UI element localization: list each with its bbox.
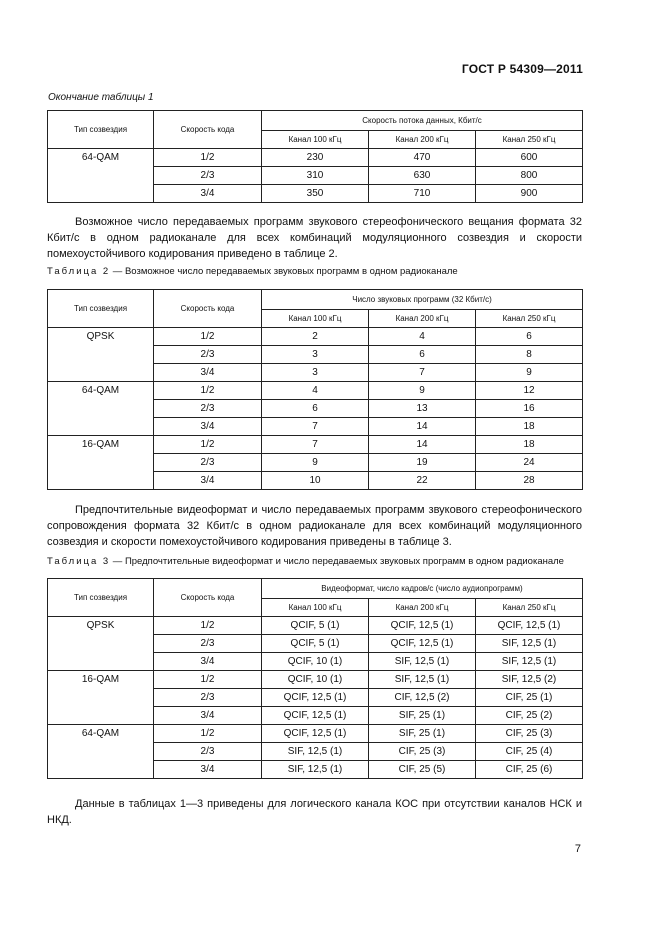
- paragraph-3: [47, 796, 582, 828]
- value-cell: 6: [476, 328, 583, 346]
- value-cell: 9: [476, 364, 583, 382]
- value-cell: 18: [476, 418, 583, 436]
- value-cell: 19: [369, 454, 476, 472]
- value-cell: CIF, 25 (2): [476, 707, 583, 725]
- rate-cell: 2/3: [154, 167, 262, 185]
- rate-cell: 1/2: [154, 149, 262, 167]
- value-cell: 7: [262, 418, 369, 436]
- rate-cell: 3/4: [154, 707, 262, 725]
- paragraph-2: [47, 502, 582, 550]
- t3-channel-200: Канал 200 кГц: [369, 599, 476, 617]
- value-cell: QCIF, 12,5 (1): [369, 635, 476, 653]
- value-cell: 9: [262, 454, 369, 472]
- rate-cell: 3/4: [154, 364, 262, 382]
- value-cell: 7: [262, 436, 369, 454]
- value-cell: SIF, 12,5 (1): [476, 653, 583, 671]
- t2-channel-250: Канал 250 кГц: [476, 310, 583, 328]
- value-cell: QCIF, 12,5 (1): [262, 689, 369, 707]
- value-cell: 630: [369, 167, 476, 185]
- rate-cell: 3/4: [154, 653, 262, 671]
- t3-group-qpsk: QPSK: [48, 617, 154, 671]
- t3-channel-250: Канал 250 кГц: [476, 599, 583, 617]
- rate-cell: 3/4: [154, 761, 262, 779]
- value-cell: 3: [262, 346, 369, 364]
- t3-group-64qam: 64-QAM: [48, 725, 154, 779]
- value-cell: SIF, 12,5 (1): [369, 653, 476, 671]
- value-cell: 4: [262, 382, 369, 400]
- value-cell: QCIF, 12,5 (1): [369, 617, 476, 635]
- value-cell: QCIF, 12,5 (1): [262, 707, 369, 725]
- value-cell: QCIF, 10 (1): [262, 671, 369, 689]
- t1-channel-200: Канал 200 кГц: [369, 131, 476, 149]
- value-cell: CIF, 25 (3): [476, 725, 583, 743]
- rate-cell: 2/3: [154, 400, 262, 418]
- rate-cell: 1/2: [154, 671, 262, 689]
- value-cell: QCIF, 5 (1): [262, 635, 369, 653]
- value-cell: 10: [262, 472, 369, 490]
- paragraph-1-text: Возможное число передаваемых программ звукового стереофонического вещания формата 32 Кбит/с в одном радиоканале для всех комбинаций модуляционного созвездия и скорости помехоустойчивого кодирования приведено в таблице 2.: [47, 216, 582, 260]
- value-cell: CIF, 25 (1): [476, 689, 583, 707]
- table2-caption-text: — Возможное число передаваемых звуковых программ в одном радиоканале: [110, 266, 458, 277]
- rate-cell: 2/3: [154, 454, 262, 472]
- value-cell: 7: [369, 364, 476, 382]
- table3-caption: [47, 556, 587, 567]
- t2-channel-200: Канал 200 кГц: [369, 310, 476, 328]
- table-row: [48, 725, 583, 743]
- value-cell: 14: [369, 436, 476, 454]
- value-cell: QCIF, 5 (1): [262, 617, 369, 635]
- t2-channel-100: Канал 100 кГц: [262, 310, 369, 328]
- table-row: [48, 328, 583, 346]
- value-cell: 6: [369, 346, 476, 364]
- t2-col-type: Тип созвездия: [48, 290, 154, 328]
- rate-cell: 1/2: [154, 382, 262, 400]
- value-cell: 18: [476, 436, 583, 454]
- value-cell: CIF, 25 (3): [369, 743, 476, 761]
- table2-caption: [47, 266, 587, 277]
- value-cell: QCIF, 10 (1): [262, 653, 369, 671]
- t1-channel-250: Канал 250 кГц: [476, 131, 583, 149]
- table2-caption-label: Таблица 2: [47, 266, 111, 277]
- value-cell: 2: [262, 328, 369, 346]
- paragraph-3-text: Данные в таблицах 1—3 приведены для логического канала КОС при отсутствии каналов НСК и НКД.: [47, 798, 582, 826]
- value-cell: 800: [476, 167, 583, 185]
- rate-cell: 3/4: [154, 418, 262, 436]
- rate-cell: 2/3: [154, 743, 262, 761]
- t1-col-rate: Скорость кода: [154, 111, 262, 149]
- value-cell: 6: [262, 400, 369, 418]
- table-row: [48, 436, 583, 454]
- t1-group-header: Скорость потока данных, Кбит/с: [262, 111, 583, 131]
- rate-cell: 3/4: [154, 185, 262, 203]
- value-cell: SIF, 25 (1): [369, 707, 476, 725]
- value-cell: 22: [369, 472, 476, 490]
- rate-cell: 1/2: [154, 725, 262, 743]
- t1-channel-100: Канал 100 кГц: [262, 131, 369, 149]
- value-cell: 24: [476, 454, 583, 472]
- value-cell: 4: [369, 328, 476, 346]
- value-cell: 710: [369, 185, 476, 203]
- value-cell: CIF, 25 (4): [476, 743, 583, 761]
- rate-cell: 3/4: [154, 472, 262, 490]
- value-cell: 470: [369, 149, 476, 167]
- value-cell: 900: [476, 185, 583, 203]
- t2-group-64qam: 64-QAM: [48, 382, 154, 436]
- value-cell: QCIF, 12,5 (1): [262, 725, 369, 743]
- value-cell: CIF, 25 (5): [369, 761, 476, 779]
- value-cell: 28: [476, 472, 583, 490]
- value-cell: SIF, 12,5 (2): [476, 671, 583, 689]
- rate-cell: 1/2: [154, 328, 262, 346]
- t3-col-type: Тип созвездия: [48, 579, 154, 617]
- value-cell: SIF, 25 (1): [369, 725, 476, 743]
- value-cell: 310: [262, 167, 369, 185]
- table-2: [47, 289, 583, 490]
- table3-caption-label: Таблица 3: [47, 556, 111, 567]
- rate-cell: 2/3: [154, 689, 262, 707]
- t2-group-qpsk: QPSK: [48, 328, 154, 382]
- value-cell: CIF, 12,5 (2): [369, 689, 476, 707]
- value-cell: 9: [369, 382, 476, 400]
- table-row: [48, 382, 583, 400]
- value-cell: QCIF, 12,5 (1): [476, 617, 583, 635]
- paragraph-2-text: Предпочтительные видеоформат и число передаваемых программ звукового стереофонического сопровождения формата 32 Кбит/с в одном радиоканале для всех комбинаций модуляционного созвездия и скорости помехоустойчивого кодирования приведены в таблице 3.: [47, 504, 582, 548]
- table-row: [48, 149, 583, 167]
- table-row: [48, 617, 583, 635]
- t2-group-16qam: 16-QAM: [48, 436, 154, 490]
- value-cell: 3: [262, 364, 369, 382]
- t3-channel-100: Канал 100 кГц: [262, 599, 369, 617]
- table1-caption: Окончание таблицы 1: [48, 92, 154, 103]
- t3-group-header: Видеоформат, число кадров/с (число аудиопрограмм): [262, 579, 583, 599]
- t3-group-16qam: 16-QAM: [48, 671, 154, 725]
- rate-cell: 1/2: [154, 617, 262, 635]
- value-cell: 13: [369, 400, 476, 418]
- value-cell: SIF, 12,5 (1): [476, 635, 583, 653]
- value-cell: 16: [476, 400, 583, 418]
- table-1: [47, 110, 583, 203]
- t2-group-header: Число звуковых программ (32 Кбит/с): [262, 290, 583, 310]
- t2-col-rate: Скорость кода: [154, 290, 262, 328]
- rate-cell: 2/3: [154, 346, 262, 364]
- value-cell: 14: [369, 418, 476, 436]
- rate-cell: 1/2: [154, 436, 262, 454]
- value-cell: CIF, 25 (6): [476, 761, 583, 779]
- value-cell: SIF, 12,5 (1): [262, 743, 369, 761]
- t1-col-type: Тип созвездия: [48, 111, 154, 149]
- value-cell: 350: [262, 185, 369, 203]
- value-cell: SIF, 12,5 (1): [369, 671, 476, 689]
- table-row: [48, 671, 583, 689]
- table-3: [47, 578, 583, 779]
- value-cell: 12: [476, 382, 583, 400]
- value-cell: 8: [476, 346, 583, 364]
- paragraph-1: [47, 214, 582, 262]
- value-cell: 230: [262, 149, 369, 167]
- page-number: 7: [574, 843, 581, 855]
- standard-header: ГОСТ Р 54309—2011: [461, 62, 583, 76]
- table3-caption-text: — Предпочтительные видеоформат и число передаваемых звуковых программ в одном радиоканале: [110, 556, 564, 567]
- value-cell: 600: [476, 149, 583, 167]
- rate-cell: 2/3: [154, 635, 262, 653]
- t1-constellation: 64-QAM: [48, 149, 154, 203]
- t3-col-rate: Скорость кода: [154, 579, 262, 617]
- value-cell: SIF, 12,5 (1): [262, 761, 369, 779]
